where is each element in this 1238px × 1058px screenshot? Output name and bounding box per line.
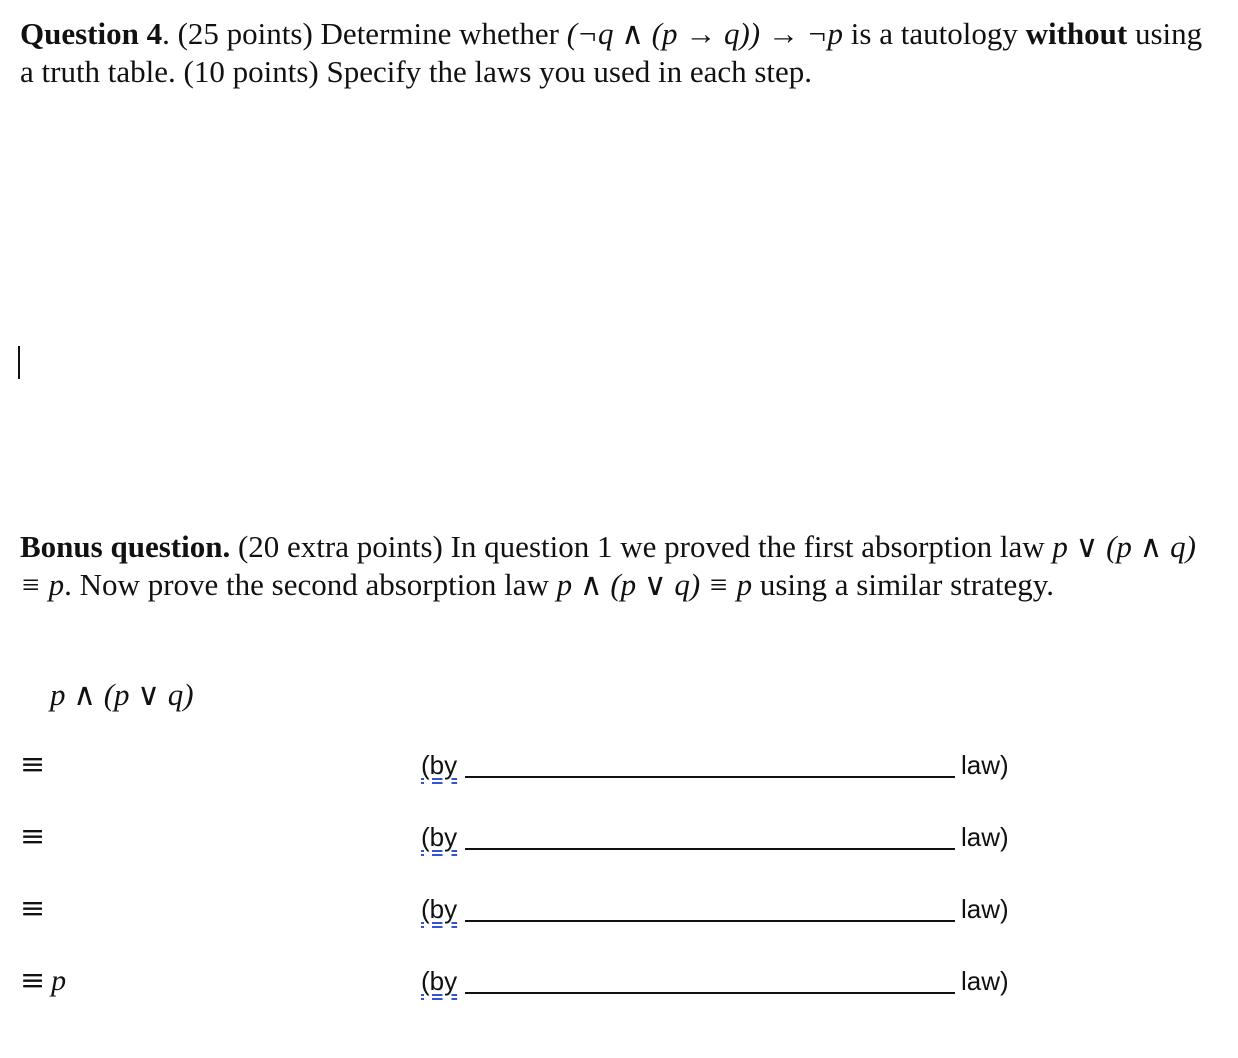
law-label: law) <box>961 750 1009 780</box>
absorption-law-2: p ∧ (p ∨ q) ≡ p <box>556 567 753 602</box>
question-4-emphasis: without <box>1025 16 1128 51</box>
equivalence-symbol: ≡ <box>20 819 46 854</box>
equivalence-symbol: ≡ p <box>20 963 67 998</box>
law-label: law) <box>961 894 1009 924</box>
law-blank-line[interactable] <box>465 776 955 778</box>
question-4-line2: using a truth table. (10 points) Specify the laws you used in each step. <box>20 16 1203 89</box>
bonus-text-3: using a similar strategy. <box>752 567 1054 602</box>
question-4-points: . (25 points) Determine whether <box>162 16 567 51</box>
law-label: law) <box>961 966 1009 996</box>
bonus-text-1: (20 extra points) In question 1 we proved the first absorption law <box>230 529 1053 564</box>
proof-start-expression: p ∧ (p ∨ q) <box>50 677 194 712</box>
law-blank-line[interactable] <box>465 992 955 994</box>
by-label: (by <box>421 822 458 852</box>
text-cursor <box>18 346 20 379</box>
proof-step-2 <box>20 817 1220 857</box>
law-blank-line[interactable] <box>465 920 955 922</box>
question-4-text <box>20 15 1220 91</box>
bonus-text-2: . Now prove the second absorption law <box>64 567 557 602</box>
law-blank-line[interactable] <box>465 848 955 850</box>
question-4-label: Question 4 <box>20 16 163 51</box>
by-label: (by <box>421 894 458 924</box>
equivalence-symbol: ≡ <box>20 891 46 926</box>
by-label: (by <box>421 750 458 780</box>
proof-step-3 <box>20 889 1220 929</box>
equivalence-symbol: ≡ <box>20 747 46 782</box>
bonus-question-label: Bonus question. <box>20 529 231 564</box>
by-label: (by <box>421 966 458 996</box>
absorption-law-1: p ∨ (p ∧ q) ≡ p <box>20 529 1196 602</box>
law-label: law) <box>961 822 1009 852</box>
proof-step-4 <box>20 961 1220 1001</box>
proof-step-1 <box>20 745 1220 785</box>
question-4-mid: is a tautology <box>843 16 1026 51</box>
bonus-question-text <box>20 528 1220 604</box>
question-4-formula: (¬q ∧ (p → q)) → ¬p <box>566 16 844 51</box>
